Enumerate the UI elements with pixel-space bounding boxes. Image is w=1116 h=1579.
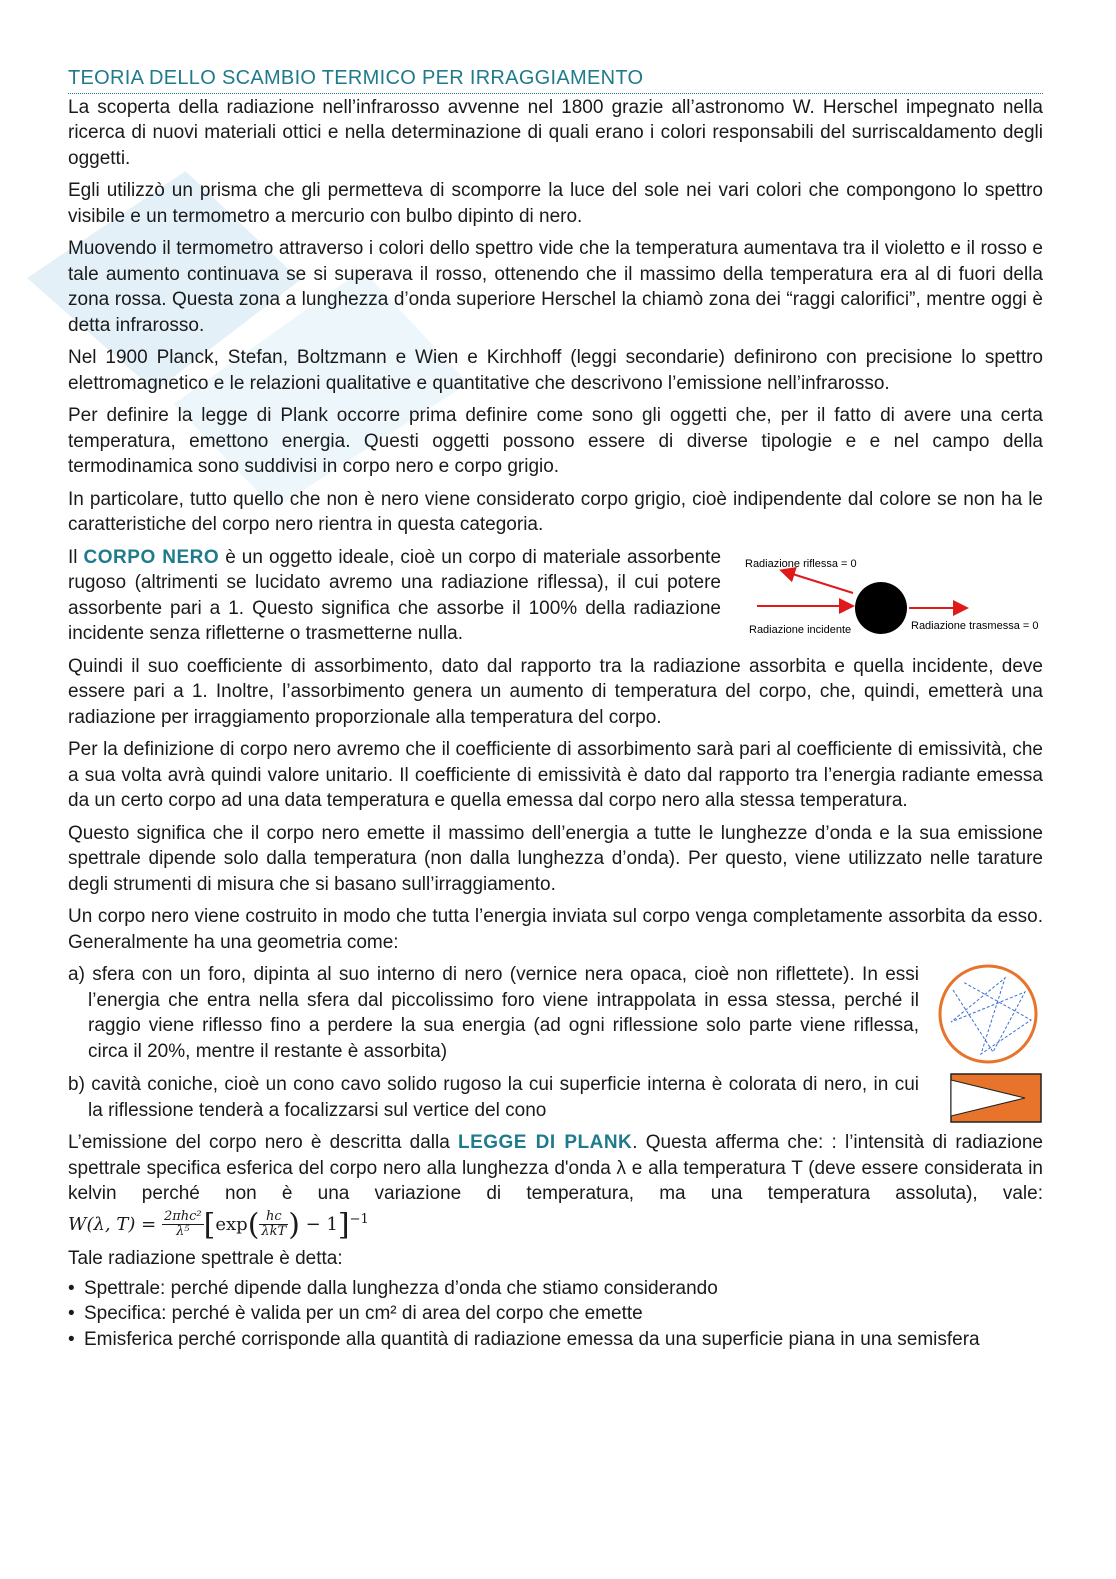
list-item: • Spettrale: perché dipende dalla lunghezza d’onda che stiamo considerando: [68, 1276, 1043, 1302]
label-incident: Radiazione incidente: [749, 623, 852, 636]
paragraph-plank-law-intro: Per definire la legge di Plank occorre prima definire come sono gli oggetti che, per il fatto di avere una certa temperatura, emettono energia. Questi oggetti possono essere di diverse tipologie e e nel campo della termodinamica sono suddivisi in corpo nero e corpo grigio.: [68, 405, 1043, 477]
list-item-sphere: a) sfera con un foro, dipinta al suo interno di nero (vernice nera opaca, cioè non riflettete). In essi l’energia che entra nella sfera dal piccolissimo foro viene intrappolata in essa stessa, perché il raggio viene riflesso fino a perdere la sua energia (ad ogni riflessione solo parte viene riflessa, circa il 20%, mentre il restante è assorbita): [68, 964, 919, 1062]
formula-inner-denominator: λkT: [261, 1224, 287, 1239]
document-page: [68, 66, 1043, 1352]
paragraph-grey-body: In particolare, tutto quello che non è nero viene considerato corpo grigio, cioè indipendente dal colore se non ha le caratteristiche del corpo nero rientra in questa categoria.: [68, 488, 1043, 535]
black-body-circle: [855, 582, 907, 634]
list-item: • Specifica: perché è valida per un cm² di area del corpo che emette: [68, 1301, 1043, 1327]
formula-numerator: 2πhc²: [163, 1209, 202, 1224]
text-fragment: L’emissione del corpo nero è descritta dalla: [68, 1132, 458, 1153]
black-body-section: [68, 545, 1043, 654]
sphere-cavity-diagram: [933, 962, 1043, 1072]
label-reflected: Radiazione riflessa = 0: [745, 557, 857, 570]
page-title: TEORIA DELLO SCAMBIO TERMICO PER IRRAGGIAMENTO: [68, 66, 1043, 94]
label-transmitted: Radiazione trasmessa = 0: [911, 619, 1039, 632]
text-fragment: Il: [68, 546, 84, 568]
paragraph-planck-1900: Nel 1900 Planck, Stefan, Boltzmann e Wien e Kirchhoff (leggi secondarie) definirono con precisione lo spettro elettromagnetico e le relazioni qualitative e quantitative che descrivono l’emissione nell’infrarosso.: [68, 347, 1043, 394]
paragraph-plank-law: [68, 1130, 1044, 1242]
list-item: • Emisferica perché corrisponde alla quantità di radiazione emessa da una superficie piana in una semisfera: [68, 1327, 1043, 1353]
formula-power: −1: [349, 1211, 369, 1227]
keyword-legge-di-plank: LEGGE DI PLANK: [457, 1132, 633, 1153]
formula-minus-one: − 1: [305, 1213, 338, 1235]
text-fragment: . Questa afferma che: : l’intensità di radiazione spettrale specifica esferica del corpo nero alla lunghezza d'onda λ e alla temperatura T (deve essere considerata in kelvin perché non è una variazione di temperatura, ma una temperatura assoluta), vale:: [68, 1132, 1044, 1204]
text-fragment: è un oggetto ideale, cioè un corpo di materiale assorbente rugoso (altrimenti se lucidato avremo una radiazione riflessa), il cui potere assorbente pari a 1. Questo significa che assorbe il 100% della radiazione incidente senza rifletterne o trasmetterne nulla.: [68, 546, 722, 644]
paragraph-herschel-discovery: La scoperta della radiazione nell’infrarosso avvenne nel 1800 grazie all’astronomo W. Herschel impegnato nella ricerca di nuovi materiali ottici e nella determinazione di quali erano i colori responsabili del surriscaldamento degli oggetti.: [68, 96, 1043, 169]
conical-cavity-diagram: [933, 1072, 1043, 1124]
formula-inner-fraction: [259, 1210, 288, 1239]
formula-exp: exp: [215, 1213, 248, 1235]
paragraph-spectral-intro: Tale radiazione spettrale è detta:: [68, 1248, 343, 1269]
geometry-item-a: [68, 962, 1043, 1072]
geometry-item-b: [68, 1072, 1043, 1130]
paragraph-max-energy: Questo significa che il corpo nero emette il massimo dell’energia a tutte le lunghezze d’onda e la sua emissione spettrale dipende solo dalla temperatura (non dalla lunghezza d’onda). Per questo, viene utilizzato nelle tarature degli strumenti di misura che si basano sull’irraggiamento.: [68, 822, 1043, 895]
list-item-cone: b) cavità coniche, cioè un cono cavo solido rugoso la cui superficie interna è colorata di nero, in cui la riflessione tenderà a focalizzarsi sul vertice del cono: [68, 1074, 919, 1121]
paragraph-prism: Egli utilizzò un prisma che gli permetteva di scomporre la luce del sole nei vari colori che compongono lo spettro visibile e un termometro a mercurio con bulbo dipinto di nero.: [68, 180, 1043, 227]
formula-fraction: [162, 1210, 204, 1239]
paragraph-thermometer: Muovendo il termometro attraverso i colori dello spettro vide che la temperatura aumentava tra il violetto e il rosso e tale aumento continuava se si superava il rosso, ottenendo che il massimo della temperatura era al di fuori della zona rossa. Questa zona a lunghezza d’onda superiore Herschel la chiamò zona dei “raggi calorifici”, mentre oggi è detta infrarosso.: [68, 238, 1043, 336]
paragraph-construction: Un corpo nero viene costruito in modo che tutta l’energia inviata sul corpo venga completamente assorbita da esso. Generalmente ha una geometria come:: [68, 906, 1043, 953]
formula-inner-numerator: hc: [259, 1210, 288, 1225]
reflected-arrow: [783, 571, 853, 593]
planck-formula: W(λ, T) = $\frac{\text{2πhc²}}{\text{λ⁵}}$ [exp( $\frac{hc}{\text{λkT}}$ ) − 1]$^{-1}$: [68, 1206, 369, 1242]
paragraph-emissivity: Per la definizione di corpo nero avremo che il coefficiente di assorbimento sarà pari al coefficiente di emissività, che a sua volta avrà quindi valore unitario. Il coefficiente di emissività è dato dal rapporto tra l’energia radiante emessa da un certo corpo ad una data temperatura e quella emessa dal corpo nero alla stessa temperatura.: [68, 739, 1043, 811]
paragraph-absorption: Quindi il suo coefficiente di assorbimento, dato dal rapporto tra la radiazione assorbita e quella incidente, deve essere pari a 1. Inoltre, l’assorbimento genera un aumento di temperatura del corpo, che, quindi, emetterà una radiazione per irraggiamento proporzionale alla temperatura del corpo.: [68, 655, 1043, 728]
bullet-list: [68, 1276, 1043, 1353]
formula-denominator: λ⁵: [176, 1224, 190, 1239]
paragraph-black-body: [68, 545, 721, 647]
formula-lhs: W(λ, T) =: [68, 1213, 157, 1235]
keyword-corpo-nero: CORPO NERO: [83, 546, 220, 568]
black-body-radiation-diagram: [743, 549, 1043, 649]
